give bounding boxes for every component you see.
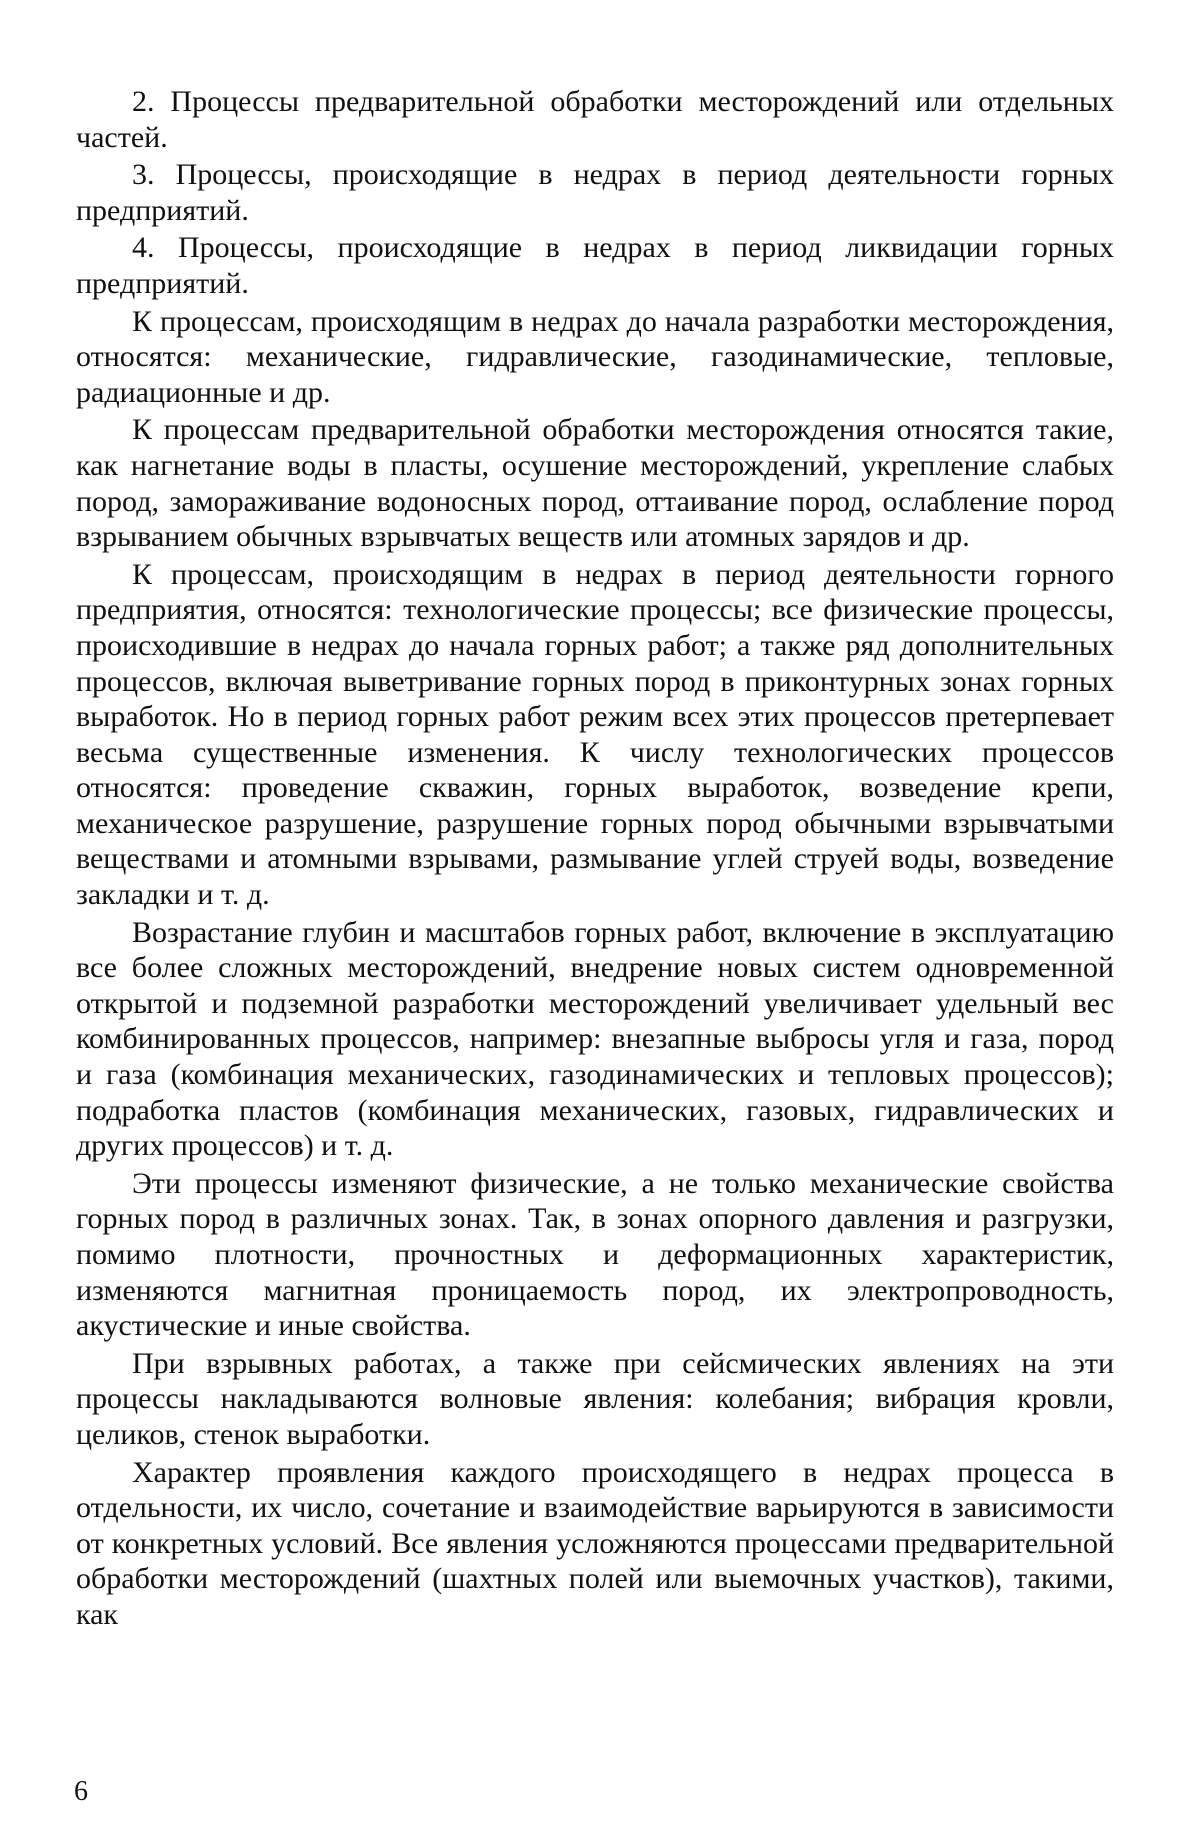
paragraph-4: К процессам, происходящим в недрах до начала разработки месторождения, относятся: механические, гидравлические, газодинамические, тепловые, радиационные и др. [76, 304, 1114, 409]
paragraph-5: К процессам предварительной обработки месторождения относятся такие, как нагнетание воды в пласты, осушение месторождений, укрепление слабых пород, замораживание водоносных пород, оттаивание пород, ослабление пород взрыванием обычных взрывчатых веществ или атомных зарядов и др. [76, 413, 1114, 554]
paragraph-1: 2. Процессы предварительной обработки месторождений или отдельных частей. [76, 85, 1114, 154]
paragraph-6: К процессам, происходящим в недрах в период деятельности горного предприятия, относятся: технологические процессы; все физические процессы, происходившие в недрах до начала горных работ; а также ряд дополнительных процессов, включая выветривание горных пород в приконтурных зонах горных выработок. Но в период горных работ режим всех этих процессов претерпевает весьма существенные изменения. К числу технологических процессов относятся: проведение скважин, горных выработок, возведение крепи, механическое разрушение, разрушение горных пород обычными взрывчатыми веществами и атомными взрывами, размывание углей струей воды, возведение закладки и т. д. [76, 557, 1114, 912]
paragraph-8: Эти процессы изменяют физические, а не только механические свойства горных пород в различных зонах. Так, в зонах опорного давления и разгрузки, помимо плотности, прочностных и деформационных характеристик, изменяются магнитная проницаемость пород, их электропроводность, акустические и иные свойства. [76, 1166, 1114, 1343]
paragraph-10: Характер проявления каждого происходящего в недрах процесса в отдельности, их число, сочетание и взаимодействие варьируются в зависимости от конкретных условий. Все явления усложняются процессами предварительной обработки месторождений (шахтных полей или выемочных участков), такими, как [76, 1455, 1114, 1631]
paragraph-7: Возрастание глубин и масштабов горных работ, включение в эксплуатацию все более сложных месторождений, внедрение новых систем одновременной открытой и подземной разработки месторождений увеличивает удельный вес комбинированных процессов, например: внезапные выбросы угля и газа, пород и газа (комбинация механических, газодинамических и тепловых процессов); подработка пластов (комбинация механических, газовых, гидравлических и других процессов) и т. д. [76, 915, 1114, 1163]
paragraph-2: 3. Процессы, происходящие в недрах в период деятельности горных предприятий. [76, 158, 1114, 227]
page-number: 6 [74, 1776, 88, 1807]
paragraph-3: 4. Процессы, происходящие в недрах в период ликвидации горных предприятий. [76, 231, 1114, 300]
paragraph-9: При взрывных работах, а также при сейсмических явлениях на эти процессы накладываются волновые явления: колебания; вибрация кровли, целиков, стенок выработки. [76, 1346, 1114, 1451]
page-body [76, 84, 1114, 1635]
